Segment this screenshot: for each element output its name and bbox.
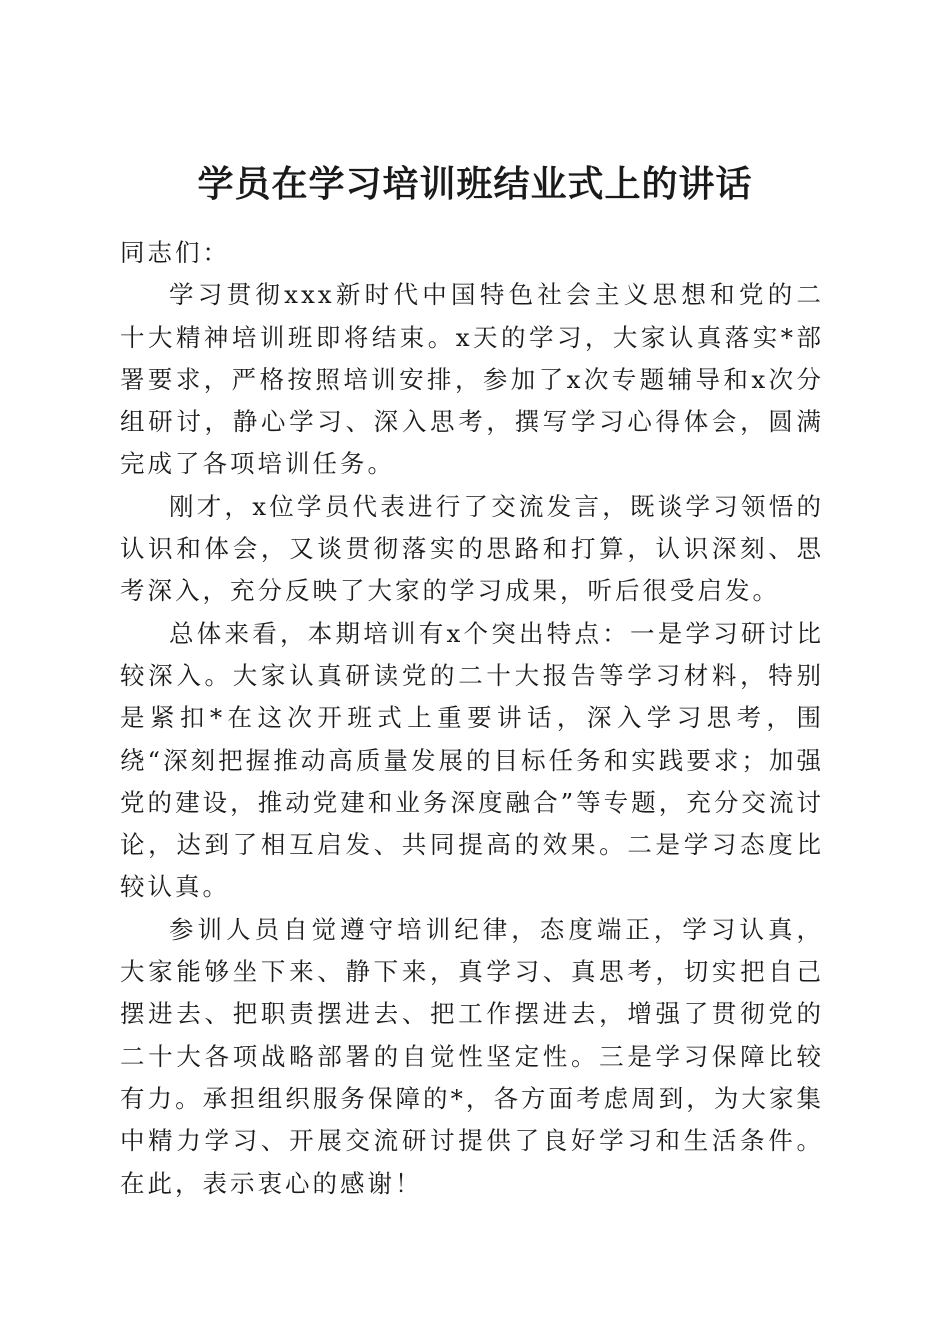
paragraph-3: 总体来看，本期培训有x个突出特点：一是学习研讨比较深入。大家认真研读党的二十大报告等学习材料，特别是紧扣*在这次开班式上重要讲话，深入学习思考，围绕“深刻把握推动高质量发展的目标任务和实践要求；加强党的建设，推动党建和业务深度融合”等专题，充分交流讨论，达到了相互启发、共同提高的效果。二是学习态度比较认真。 (120, 618, 824, 902)
salutation: 同志们： (120, 238, 230, 267)
paragraph-2: 刚才，x位学员代表进行了交流发言，既谈学习领悟的认识和体会，又谈贯彻落实的思路和打算，认识深刻、思考深入，充分反映了大家的学习成果，听后很受启发。 (120, 491, 824, 606)
paragraph-1: 学习贯彻xxx新时代中国特色社会主义思想和党的二十大精神培训班即将结束。x天的学习，大家认真落实*部署要求，严格按照培训安排，参加了x次专题辅导和x次分组研讨，静心学习、深入思考，撰写学习心得体会，圆满完成了各项培训任务。 (120, 280, 824, 479)
document-body (120, 232, 824, 1205)
document-title: 学员在学习培训班结业式上的讲话 (197, 163, 753, 206)
paragraph-4: 参训人员自觉遵守培训纪律，态度端正，学习认真，大家能够坐下来、静下来，真学习、真思考，切实把自己摆进去、把职责摆进去、把工作摆进去，增强了贯彻党的二十大各项战略部署的自觉性坚定性。三是学习保障比较有力。承担组织服务保障的*，各方面考虑周到，为大家集中精力学习、开展交流研讨提供了良好学习和生活条件。在此，表示衷心的感谢！ (120, 914, 824, 1198)
